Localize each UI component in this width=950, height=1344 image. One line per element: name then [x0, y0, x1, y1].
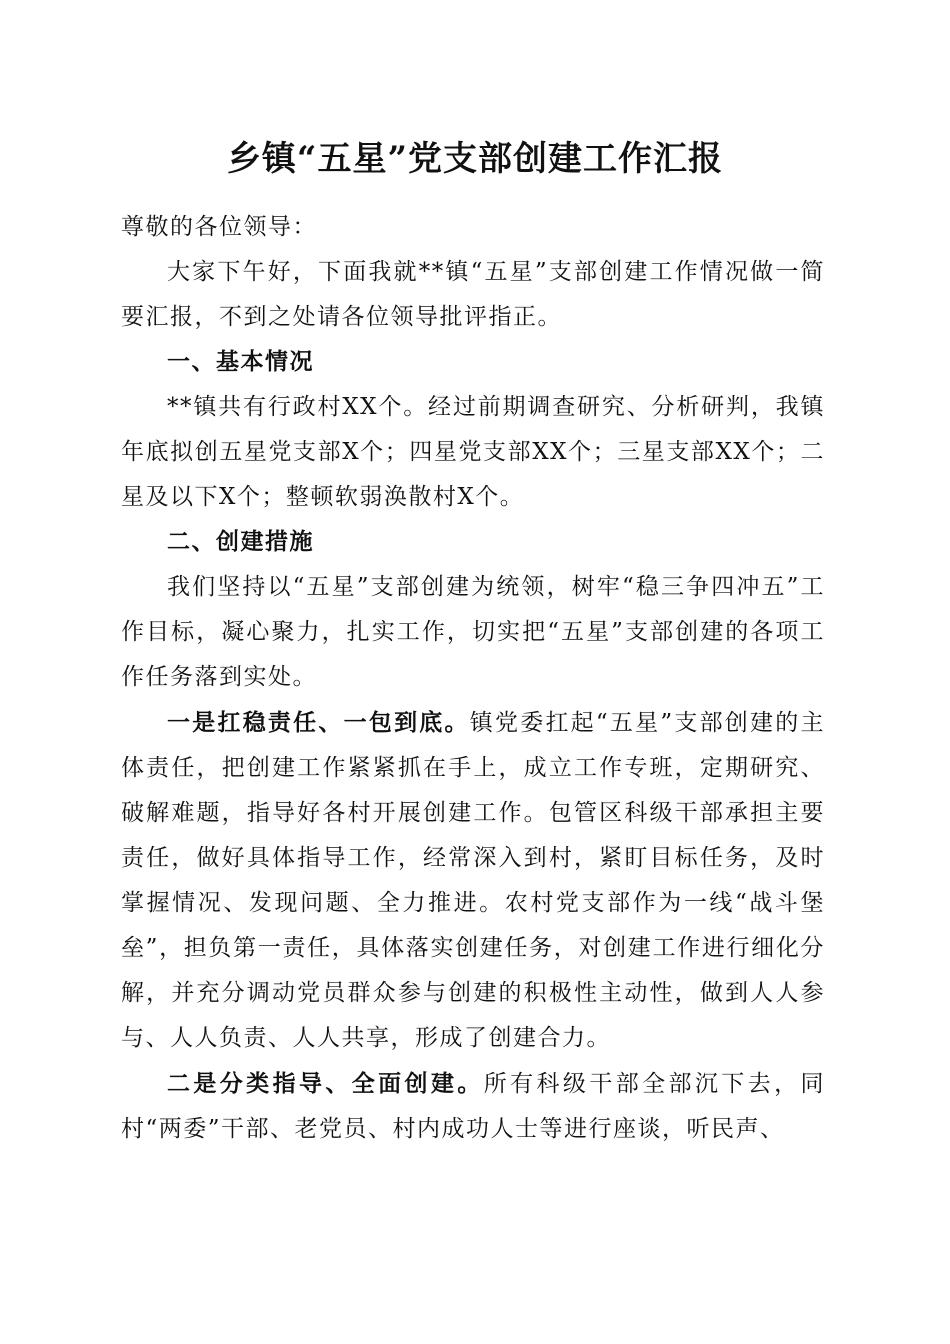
- measure-lead-1: 一是扛稳责任、一包到底。: [167, 709, 470, 736]
- measure-text-1: 镇党委扛起“五星”支部创建的主体责任，把创建工作紧紧抓在手上，成立工作专班，定期研究、破解难题，指导好各村开展创建工作。包管区科级干部承担主要责任，做好具体指导工作，经常深入到村，紧盯目标任务，及时掌握情况、发现问题、全力推进。农村党支部作为一线“战斗堡垒”，担负第一责任，具体落实创建任务，对创建工作进行细化分解，并充分调动党员群众参与创建的积极性主动性，做到人人参与、人人负责、人人共享，形成了创建合力。: [121, 710, 825, 1051]
- section-heading-measures: 二、创建措施: [167, 529, 314, 555]
- measures-intro-paragraph: 我们坚持以“五星”支部创建为统领，树牢“稳三争四冲五”工作目标，凝心聚力，扎实工作，切实把“五星”支部创建的各项工作任务落到实处。: [121, 574, 825, 690]
- salutation: 尊敬的各位领导：: [121, 214, 317, 240]
- basic-situation-paragraph: **镇共有行政村XX个。经过前期调查研究、分析研判，我镇年底拟创五星党支部X个；四星党支部XX个；三星支部XX个；二星及以下X个；整顿软弱涣散村X个。: [121, 394, 825, 510]
- measure-paragraph-1: [121, 700, 825, 1061]
- measure-paragraph-2: [121, 1061, 825, 1152]
- intro-paragraph: 大家下午好，下面我就**镇“五星”支部创建工作情况做一简要汇报，不到之处请各位领导批评指正。: [121, 259, 825, 330]
- measure-lead-2: 二是分类指导、全面创建。: [167, 1070, 484, 1097]
- document-body: [121, 205, 825, 1152]
- document-title: 乡镇“五星”党支部创建工作汇报: [226, 139, 724, 179]
- section-heading-basic: 一、基本情况: [167, 349, 314, 375]
- measure-text-2: 所有科级干部全部沉下去，同村“两委”干部、老党员、村内成功人士等进行座谈，听民声、: [121, 1071, 826, 1142]
